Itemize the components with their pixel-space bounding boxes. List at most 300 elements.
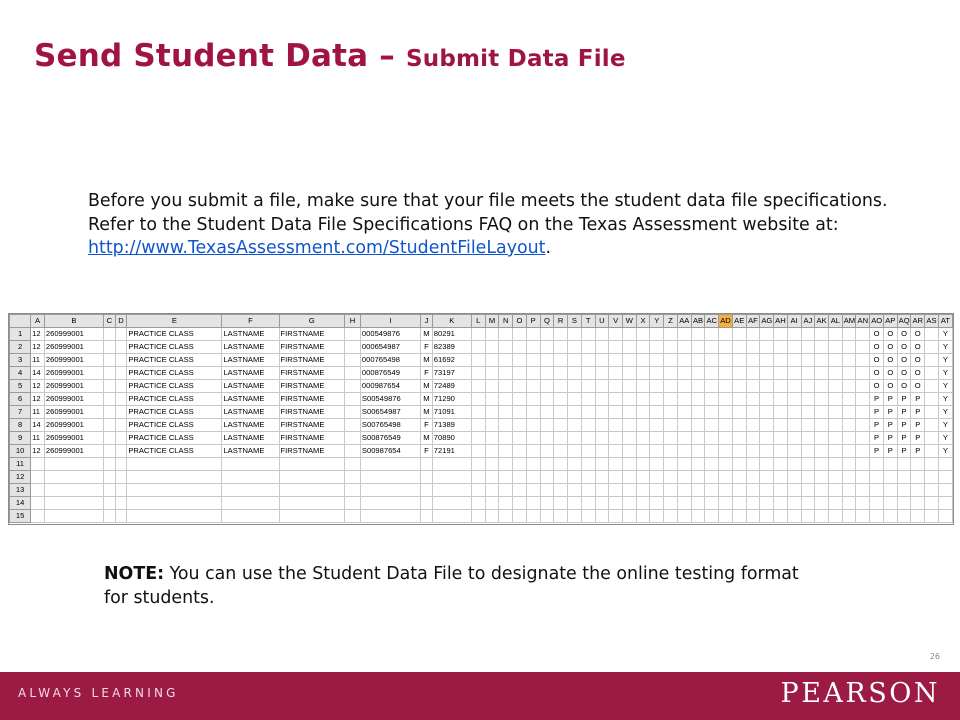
cell[interactable]: 71290 xyxy=(432,393,471,406)
cell[interactable]: FIRSTNAME xyxy=(279,380,345,393)
cell[interactable] xyxy=(104,458,116,471)
cell[interactable] xyxy=(746,445,760,458)
cell[interactable] xyxy=(499,445,513,458)
cell[interactable]: 14 xyxy=(31,419,45,432)
cell[interactable] xyxy=(883,484,897,497)
cell[interactable] xyxy=(705,341,719,354)
cell[interactable] xyxy=(31,484,45,497)
cell[interactable] xyxy=(526,458,540,471)
cell[interactable]: 61692 xyxy=(432,354,471,367)
cell[interactable] xyxy=(31,471,45,484)
cell[interactable]: O xyxy=(870,354,884,367)
cell[interactable] xyxy=(471,458,485,471)
cell[interactable] xyxy=(719,406,733,419)
cell[interactable] xyxy=(650,497,664,510)
column-header-e[interactable]: E xyxy=(127,315,222,328)
cell[interactable] xyxy=(828,471,842,484)
cell[interactable] xyxy=(705,445,719,458)
cell[interactable] xyxy=(471,380,485,393)
cell[interactable] xyxy=(732,367,746,380)
cell[interactable] xyxy=(513,445,527,458)
cell[interactable] xyxy=(925,354,939,367)
cell[interactable] xyxy=(677,354,691,367)
column-header-n[interactable]: N xyxy=(499,315,513,328)
cell[interactable]: 12 xyxy=(31,380,45,393)
cell[interactable] xyxy=(774,445,788,458)
cell[interactable] xyxy=(897,497,911,510)
cell[interactable] xyxy=(485,328,499,341)
cell[interactable] xyxy=(540,510,554,523)
cell[interactable] xyxy=(856,367,870,380)
cell[interactable] xyxy=(104,497,116,510)
cell[interactable] xyxy=(925,510,939,523)
cell[interactable] xyxy=(581,471,595,484)
cell[interactable] xyxy=(787,510,801,523)
cell[interactable]: P xyxy=(870,406,884,419)
cell[interactable]: PRACTICE CLASS xyxy=(127,445,222,458)
cell[interactable] xyxy=(540,432,554,445)
cell[interactable] xyxy=(732,445,746,458)
cell[interactable]: 260999001 xyxy=(44,419,103,432)
cell[interactable]: M xyxy=(421,380,433,393)
cell[interactable] xyxy=(719,393,733,406)
cell[interactable] xyxy=(801,328,815,341)
cell[interactable] xyxy=(526,445,540,458)
cell[interactable]: M xyxy=(421,432,433,445)
cell[interactable] xyxy=(650,393,664,406)
cell[interactable] xyxy=(828,419,842,432)
cell[interactable] xyxy=(595,367,609,380)
cell[interactable] xyxy=(856,458,870,471)
cell[interactable] xyxy=(664,497,678,510)
cell[interactable] xyxy=(581,328,595,341)
cell[interactable] xyxy=(828,328,842,341)
column-header-p[interactable]: P xyxy=(526,315,540,328)
cell[interactable] xyxy=(471,510,485,523)
column-header-y[interactable]: Y xyxy=(650,315,664,328)
cell[interactable] xyxy=(345,380,361,393)
cell[interactable] xyxy=(421,484,433,497)
column-header-t[interactable]: T xyxy=(581,315,595,328)
cell[interactable] xyxy=(636,367,650,380)
cell[interactable] xyxy=(44,497,103,510)
cell[interactable] xyxy=(345,406,361,419)
column-header-i[interactable]: I xyxy=(360,315,420,328)
cell[interactable]: 80291 xyxy=(432,328,471,341)
cell[interactable] xyxy=(360,458,420,471)
cell[interactable] xyxy=(115,445,127,458)
cell[interactable] xyxy=(774,367,788,380)
cell[interactable] xyxy=(925,380,939,393)
cell[interactable] xyxy=(897,458,911,471)
cell[interactable] xyxy=(513,471,527,484)
cell[interactable] xyxy=(609,354,623,367)
cell[interactable] xyxy=(115,354,127,367)
column-header-s[interactable]: S xyxy=(568,315,582,328)
row-header[interactable]: 4 xyxy=(10,367,31,380)
cell[interactable]: LASTNAME xyxy=(222,419,279,432)
cell[interactable]: O xyxy=(870,380,884,393)
cell[interactable] xyxy=(842,497,856,510)
cell[interactable] xyxy=(774,497,788,510)
cell[interactable]: 000765498 xyxy=(360,354,420,367)
cell[interactable]: FIRSTNAME xyxy=(279,341,345,354)
row-header[interactable]: 9 xyxy=(10,432,31,445)
cell[interactable] xyxy=(345,497,361,510)
cell[interactable] xyxy=(345,510,361,523)
cell[interactable]: P xyxy=(883,445,897,458)
cell[interactable] xyxy=(513,354,527,367)
cell[interactable] xyxy=(44,458,103,471)
cell[interactable] xyxy=(526,432,540,445)
cell[interactable] xyxy=(828,341,842,354)
cell[interactable] xyxy=(856,354,870,367)
cell[interactable] xyxy=(554,510,568,523)
cell[interactable] xyxy=(925,471,939,484)
cell[interactable] xyxy=(856,471,870,484)
cell[interactable] xyxy=(513,406,527,419)
cell[interactable] xyxy=(746,497,760,510)
column-header-aa[interactable]: AA xyxy=(677,315,691,328)
cell[interactable] xyxy=(609,328,623,341)
cell[interactable] xyxy=(622,393,636,406)
cell[interactable] xyxy=(732,354,746,367)
cell[interactable] xyxy=(115,458,127,471)
cell[interactable] xyxy=(883,471,897,484)
column-header-w[interactable]: W xyxy=(622,315,636,328)
cell[interactable]: 72489 xyxy=(432,380,471,393)
cell[interactable] xyxy=(787,354,801,367)
cell[interactable] xyxy=(581,367,595,380)
cell[interactable] xyxy=(677,432,691,445)
cell[interactable] xyxy=(650,367,664,380)
cell[interactable] xyxy=(526,341,540,354)
cell[interactable] xyxy=(801,458,815,471)
cell[interactable]: LASTNAME xyxy=(222,445,279,458)
cell[interactable] xyxy=(609,367,623,380)
cell[interactable] xyxy=(691,432,705,445)
cell[interactable] xyxy=(636,510,650,523)
cell[interactable] xyxy=(870,510,884,523)
cell[interactable] xyxy=(345,341,361,354)
cell[interactable] xyxy=(691,458,705,471)
cell[interactable] xyxy=(622,445,636,458)
column-header-ah[interactable]: AH xyxy=(774,315,788,328)
cell[interactable]: P xyxy=(897,419,911,432)
cell[interactable]: Y xyxy=(938,419,952,432)
cell[interactable]: 260999001 xyxy=(44,432,103,445)
cell[interactable] xyxy=(828,510,842,523)
cell[interactable] xyxy=(540,393,554,406)
cell[interactable] xyxy=(925,458,939,471)
cell[interactable]: 000876549 xyxy=(360,367,420,380)
cell[interactable]: P xyxy=(911,406,925,419)
cell[interactable]: P xyxy=(897,393,911,406)
cell[interactable] xyxy=(828,380,842,393)
cell[interactable] xyxy=(568,406,582,419)
cell[interactable]: 12 xyxy=(31,341,45,354)
cell[interactable] xyxy=(554,471,568,484)
cell[interactable] xyxy=(609,341,623,354)
cell[interactable] xyxy=(222,458,279,471)
cell[interactable] xyxy=(787,471,801,484)
cell[interactable] xyxy=(581,458,595,471)
cell[interactable] xyxy=(719,328,733,341)
cell[interactable] xyxy=(760,419,774,432)
cell[interactable]: M xyxy=(421,354,433,367)
cell[interactable] xyxy=(581,432,595,445)
cell[interactable]: O xyxy=(897,354,911,367)
cell[interactable] xyxy=(650,354,664,367)
cell[interactable] xyxy=(650,380,664,393)
cell[interactable] xyxy=(622,458,636,471)
cell[interactable] xyxy=(705,354,719,367)
cell[interactable] xyxy=(842,484,856,497)
row-header[interactable]: 12 xyxy=(10,471,31,484)
cell[interactable] xyxy=(719,471,733,484)
cell[interactable] xyxy=(115,328,127,341)
cell[interactable] xyxy=(499,354,513,367)
cell[interactable] xyxy=(732,406,746,419)
cell[interactable] xyxy=(732,328,746,341)
cell[interactable]: PRACTICE CLASS xyxy=(127,328,222,341)
cell[interactable] xyxy=(595,484,609,497)
cell[interactable] xyxy=(44,484,103,497)
cell[interactable] xyxy=(127,510,222,523)
cell[interactable]: F xyxy=(421,367,433,380)
cell[interactable] xyxy=(104,406,116,419)
cell[interactable] xyxy=(787,406,801,419)
cell[interactable] xyxy=(345,471,361,484)
column-header-r[interactable]: R xyxy=(554,315,568,328)
cell[interactable] xyxy=(581,406,595,419)
cell[interactable] xyxy=(870,458,884,471)
cell[interactable]: FIRSTNAME xyxy=(279,367,345,380)
cell[interactable] xyxy=(664,328,678,341)
cell[interactable] xyxy=(842,432,856,445)
cell[interactable]: O xyxy=(897,341,911,354)
cell[interactable] xyxy=(664,432,678,445)
cell[interactable] xyxy=(705,510,719,523)
cell[interactable] xyxy=(568,458,582,471)
cell[interactable] xyxy=(345,484,361,497)
column-header-ao[interactable]: AO xyxy=(870,315,884,328)
column-header-m[interactable]: M xyxy=(485,315,499,328)
cell[interactable] xyxy=(842,367,856,380)
cell[interactable] xyxy=(513,458,527,471)
column-header-k[interactable]: K xyxy=(432,315,471,328)
cell[interactable]: O xyxy=(870,328,884,341)
cell[interactable] xyxy=(526,380,540,393)
cell[interactable]: O xyxy=(911,354,925,367)
cell[interactable] xyxy=(925,367,939,380)
column-header-ab[interactable]: AB xyxy=(691,315,705,328)
cell[interactable] xyxy=(636,484,650,497)
cell[interactable] xyxy=(526,354,540,367)
cell[interactable]: PRACTICE CLASS xyxy=(127,393,222,406)
cell[interactable] xyxy=(801,432,815,445)
cell[interactable] xyxy=(115,419,127,432)
cell[interactable] xyxy=(345,419,361,432)
cell[interactable] xyxy=(345,458,361,471)
cell[interactable] xyxy=(732,471,746,484)
cell[interactable] xyxy=(746,406,760,419)
cell[interactable]: P xyxy=(870,445,884,458)
cell[interactable] xyxy=(609,393,623,406)
cell[interactable] xyxy=(664,419,678,432)
cell[interactable] xyxy=(568,471,582,484)
cell[interactable] xyxy=(691,406,705,419)
cell[interactable] xyxy=(485,367,499,380)
cell[interactable] xyxy=(115,406,127,419)
cell[interactable] xyxy=(746,328,760,341)
row-header[interactable]: 11 xyxy=(10,458,31,471)
cell[interactable]: P xyxy=(870,393,884,406)
cell[interactable] xyxy=(828,406,842,419)
cell[interactable] xyxy=(897,484,911,497)
cell[interactable] xyxy=(897,510,911,523)
cell[interactable] xyxy=(677,341,691,354)
cell[interactable] xyxy=(609,445,623,458)
cell[interactable]: LASTNAME xyxy=(222,367,279,380)
cell[interactable] xyxy=(222,497,279,510)
cell[interactable] xyxy=(828,367,842,380)
cell[interactable]: PRACTICE CLASS xyxy=(127,406,222,419)
cell[interactable] xyxy=(581,484,595,497)
cell[interactable] xyxy=(540,406,554,419)
cell[interactable]: Y xyxy=(938,328,952,341)
column-header-ae[interactable]: AE xyxy=(732,315,746,328)
cell[interactable] xyxy=(609,471,623,484)
cell[interactable] xyxy=(815,354,829,367)
cell[interactable] xyxy=(828,354,842,367)
cell[interactable] xyxy=(471,393,485,406)
cell[interactable] xyxy=(568,419,582,432)
cell[interactable] xyxy=(360,497,420,510)
cell[interactable] xyxy=(609,510,623,523)
cell[interactable] xyxy=(568,354,582,367)
cell[interactable] xyxy=(104,354,116,367)
cell[interactable] xyxy=(815,510,829,523)
cell[interactable] xyxy=(526,471,540,484)
cell[interactable] xyxy=(581,354,595,367)
column-header-f[interactable]: F xyxy=(222,315,279,328)
column-header-v[interactable]: V xyxy=(609,315,623,328)
cell[interactable] xyxy=(705,458,719,471)
cell[interactable] xyxy=(44,510,103,523)
cell[interactable] xyxy=(938,497,952,510)
cell[interactable] xyxy=(856,380,870,393)
cell[interactable] xyxy=(911,471,925,484)
cell[interactable] xyxy=(432,458,471,471)
cell[interactable] xyxy=(622,328,636,341)
cell[interactable] xyxy=(787,328,801,341)
cell[interactable] xyxy=(568,510,582,523)
cell[interactable] xyxy=(581,341,595,354)
cell[interactable] xyxy=(650,341,664,354)
cell[interactable] xyxy=(677,510,691,523)
cell[interactable] xyxy=(774,471,788,484)
cell[interactable] xyxy=(925,328,939,341)
cell[interactable]: M xyxy=(421,393,433,406)
cell[interactable] xyxy=(471,406,485,419)
cell[interactable]: P xyxy=(883,393,897,406)
cell[interactable] xyxy=(787,497,801,510)
cell[interactable] xyxy=(499,393,513,406)
cell[interactable] xyxy=(856,484,870,497)
cell[interactable] xyxy=(650,328,664,341)
cell[interactable] xyxy=(31,458,45,471)
row-header[interactable]: 15 xyxy=(10,510,31,523)
cell[interactable] xyxy=(746,458,760,471)
cell[interactable] xyxy=(856,497,870,510)
cell[interactable] xyxy=(345,328,361,341)
cell[interactable] xyxy=(115,510,127,523)
cell[interactable] xyxy=(345,393,361,406)
cell[interactable]: O xyxy=(911,341,925,354)
cell[interactable] xyxy=(636,471,650,484)
cell[interactable] xyxy=(856,445,870,458)
cell[interactable] xyxy=(222,510,279,523)
cell[interactable] xyxy=(595,406,609,419)
column-header-ac[interactable]: AC xyxy=(705,315,719,328)
cell[interactable] xyxy=(222,471,279,484)
cell[interactable] xyxy=(554,432,568,445)
cell[interactable] xyxy=(471,484,485,497)
cell[interactable] xyxy=(842,393,856,406)
cell[interactable] xyxy=(787,393,801,406)
cell[interactable] xyxy=(499,406,513,419)
cell[interactable] xyxy=(127,497,222,510)
cell[interactable] xyxy=(421,458,433,471)
column-header-an[interactable]: AN xyxy=(856,315,870,328)
cell[interactable] xyxy=(622,432,636,445)
column-header-at[interactable]: AT xyxy=(938,315,952,328)
cell[interactable] xyxy=(485,458,499,471)
cell[interactable] xyxy=(581,380,595,393)
cell[interactable] xyxy=(828,432,842,445)
cell[interactable] xyxy=(691,393,705,406)
cell[interactable] xyxy=(787,484,801,497)
cell[interactable] xyxy=(842,406,856,419)
column-header-c[interactable]: C xyxy=(104,315,116,328)
cell[interactable] xyxy=(568,393,582,406)
column-header-as[interactable]: AS xyxy=(925,315,939,328)
cell[interactable] xyxy=(499,458,513,471)
cell[interactable] xyxy=(719,367,733,380)
cell[interactable] xyxy=(774,328,788,341)
cell[interactable]: F xyxy=(421,419,433,432)
cell[interactable]: O xyxy=(911,328,925,341)
cell[interactable] xyxy=(815,497,829,510)
cell[interactable]: PRACTICE CLASS xyxy=(127,367,222,380)
cell[interactable]: 260999001 xyxy=(44,354,103,367)
cell[interactable]: FIRSTNAME xyxy=(279,328,345,341)
cell[interactable]: O xyxy=(883,354,897,367)
cell[interactable] xyxy=(540,341,554,354)
cell[interactable] xyxy=(485,432,499,445)
cell[interactable]: P xyxy=(883,419,897,432)
cell[interactable] xyxy=(664,354,678,367)
column-header-ag[interactable]: AG xyxy=(760,315,774,328)
cell[interactable] xyxy=(485,445,499,458)
cell[interactable]: O xyxy=(897,380,911,393)
cell[interactable] xyxy=(760,406,774,419)
cell[interactable] xyxy=(115,484,127,497)
cell[interactable] xyxy=(421,471,433,484)
cell[interactable]: Y xyxy=(938,445,952,458)
cell[interactable] xyxy=(513,393,527,406)
